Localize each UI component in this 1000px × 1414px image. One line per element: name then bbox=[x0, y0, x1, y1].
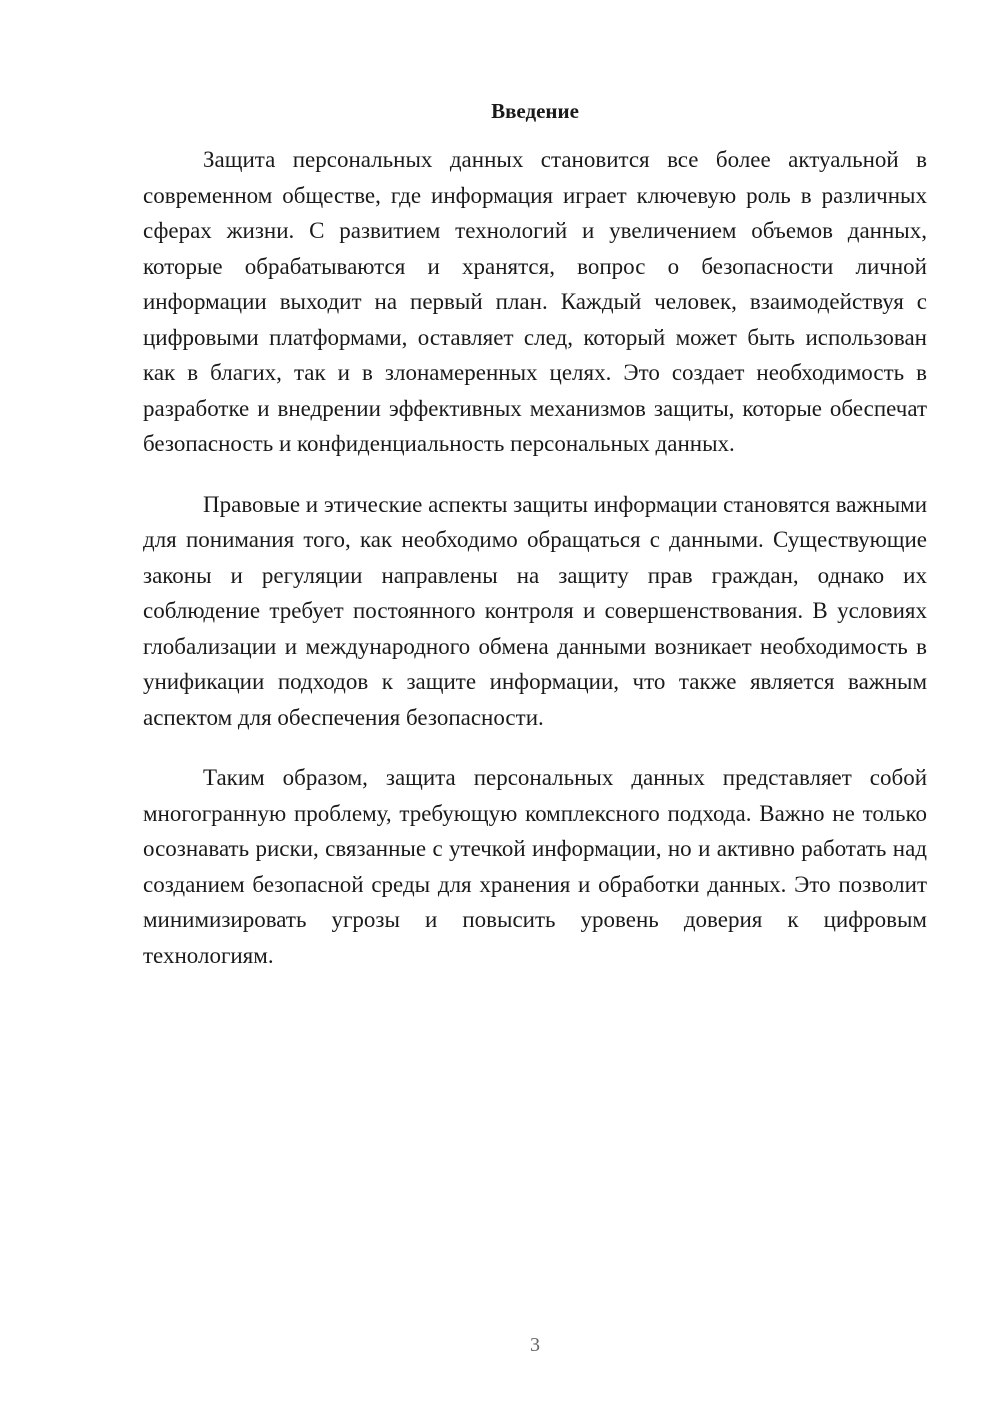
paragraph-2: Правовые и этические аспекты защиты информации становятся важными для понимания того, как необходимо обращаться с данными. Существующие законы и регуляции направлены на защиту прав граждан, однако их соблюдение требует постоянного контроля и совершенствования. В условиях глобализации и международного обмена данными возникает необходимость в унификации подходов к защите информации, что также является важным аспектом для обеспечения безопасности. bbox=[143, 491, 928, 730]
paragraph-1: Защита персональных данных становится все более актуальной в современном обществе, где информация играет ключевую роль в различных сферах жизни. С развитием технологий и увеличением объемов данных, которые обрабатываются и хранятся, вопрос о безопасности личной информации выходит на первый план. Каждый человек, взаимодействуя с цифровыми платформами, оставляет след, который может быть использован как в благих, так и в злонамеренных целях. Это создает необходимость в разработке и внедрении эффективных механизмов защиты, которые обеспечат безопасность и конфиденциальность персональных данных. bbox=[143, 147, 927, 456]
page-number: 3 bbox=[530, 1334, 540, 1356]
document-body bbox=[143, 142, 927, 998]
paragraph-3: Таким образом, защита персональных данных представляет собой многогранную проблему, требующую комплексного подхода. Важно не только осознавать риски, связанные с утечкой информации, но и активно работать над созданием безопасной среды для хранения и обработки данных. Это позволит минимизировать угрозы и повысить уровень доверия к цифровым технологиям. bbox=[143, 765, 927, 968]
page-title: Введение bbox=[491, 99, 579, 123]
